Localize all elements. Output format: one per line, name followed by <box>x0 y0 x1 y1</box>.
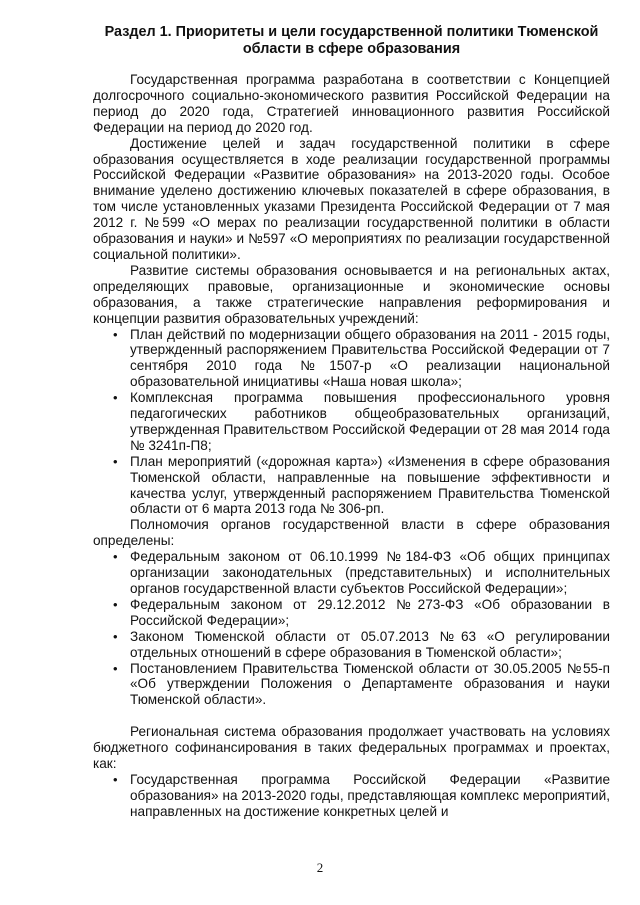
list-item <box>93 597 610 629</box>
bullet-icon: • <box>113 453 118 469</box>
paragraph-spacer <box>93 708 610 724</box>
list-item <box>93 772 610 820</box>
paragraph-goals: Достижение целей и задач государственной политики в сфере образования осуществляется в ходе реализации государственной программы Российской Федерации «Развитие образования» на 2013-2020 годы. Особое внимание уделено достижению ключевых показателей в сфере образования, в том числе установленных указами Президента Российской Федерации от 7 мая 2012 г. №599 «О мерах по реализации государственной политики в области образования и науки» и №597 «О мероприятиях по реализации государственной социальной политики». <box>93 135 610 262</box>
list-item-text: Федеральным законом от 29.12.2012 №273-ФЗ «Об образовании в Российской Федерации»; <box>130 596 610 628</box>
paragraph-program-basis: Государственная программа разработана в соответствии с Концепцией долгосрочного социально-экономического развития Российской Федерации на период до 2020 года, Стратегией инновационного развития Российской Федерации на период до 2020 год. <box>93 72 610 135</box>
legal-basis-list <box>93 549 610 708</box>
list-item <box>93 549 610 597</box>
bullet-icon: • <box>113 771 118 787</box>
bullet-icon: • <box>113 549 118 565</box>
section-heading <box>93 24 610 58</box>
list-item <box>93 661 610 709</box>
section-heading-line-1: Раздел 1. Приоритеты и цели государственной политики Тюменской <box>104 24 599 40</box>
bullet-icon: • <box>113 596 118 612</box>
list-item <box>93 390 610 454</box>
federal-programs-list <box>93 772 610 820</box>
list-item-text: План мероприятий («дорожная карта») «Изменения в сфере образования Тюменской области, направленные на повышение эффективности и качества услуг, утвержденный распоряжением Правительства Тюменской области от 6 марта 2013 года № 306-рп. <box>130 453 610 517</box>
list-item-text: Федеральным законом от 06.10.1999 №184-ФЗ «Об общих принципах организации законодательных (представительных) и исполнительных органов государственной власти субъектов Российской Федерации»; <box>130 549 610 596</box>
list-item <box>93 327 610 391</box>
list-item-text: Комплексная программа повышения профессионального уровня педагогических работников общеобразовательных организаций, утвержденная Правительством Российской Федерации от 28 мая 2014 года № 3241п-П8; <box>130 390 610 453</box>
list-item <box>93 454 610 518</box>
page-number: 2 <box>316 860 324 875</box>
list-item-text: План действий по модернизации общего образования на 2011 - 2015 годы, утвержденный распоряжением Правительства Российской Федерации от 7 сентября 2010 года №1507-р «О реализации национальной образовательной инициативы «Наша новая школа»; <box>130 326 610 390</box>
paragraph-regional-acts: Развитие системы образования основывается и на региональных актах, определяющих правовые, организационные и экономические основы образования, а также стратегические направления реформирования и концепции развития образовательных учреждений: <box>93 262 610 326</box>
list-item-text: Государственная программа Российской Федерации «Развитие образования» на 2013-2020 годы, представляющая комплекс мероприятий, направленных на достижение конкретных целей и <box>130 771 610 819</box>
bullet-icon: • <box>113 390 118 406</box>
document-page <box>93 24 610 820</box>
paragraph-authority: Полномочия органов государственной власти в сфере образования определены: <box>93 517 610 549</box>
section-heading-line-2: области в сфере образования <box>242 41 461 57</box>
bullet-icon: • <box>113 326 118 342</box>
bullet-icon: • <box>113 660 118 676</box>
list-item-text: Законом Тюменской области от 05.07.2013 №63 «О регулировании отдельных отношений в сфере образования в Тюменской области»; <box>130 628 610 660</box>
regional-acts-list <box>93 327 610 518</box>
list-item <box>93 629 610 661</box>
list-item-text: Постановлением Правительства Тюменской области от 30.05.2005 №55-п «Об утверждении Положения о Департаменте образования и науки Тюменской области». <box>130 660 610 708</box>
bullet-icon: • <box>113 628 118 644</box>
paragraph-federal-programs: Региональная система образования продолжает участвовать на условиях бюджетного софинансирования в таких федеральных программах и проектах, как: <box>93 724 610 772</box>
